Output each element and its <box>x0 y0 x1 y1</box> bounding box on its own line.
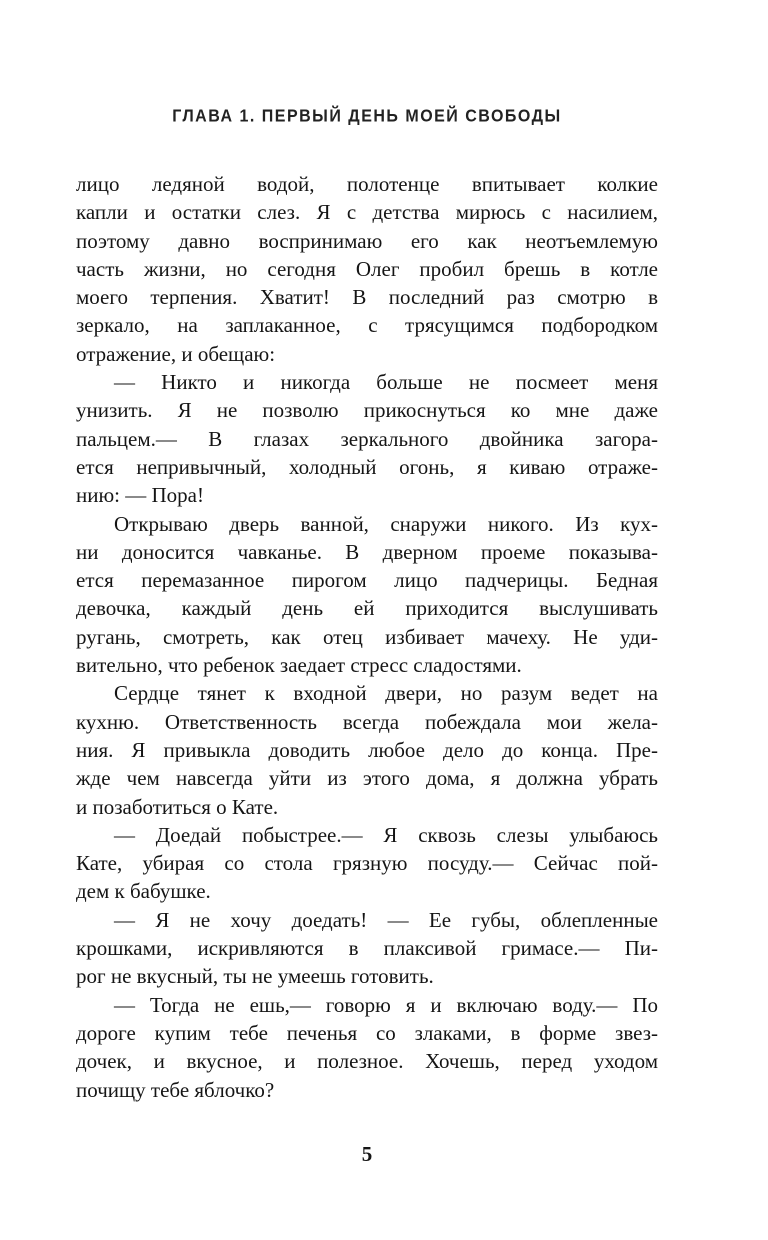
text-line: жде чем навсегда уйти из этого дома, я должна убрать <box>76 766 658 791</box>
paragraph <box>76 821 658 906</box>
text-line: нию: — Пора! <box>76 483 204 508</box>
paragraph <box>76 510 658 680</box>
text-line: часть жизни, но сегодня Олег пробил брешь в котле <box>76 256 658 281</box>
text-line: вительно, что ребенок заедает стресс сладостями. <box>76 653 522 678</box>
text-line: отражение, и обещаю: <box>76 341 276 366</box>
text-line: Кате, убирая со стола грязную посуду.— Сейчас пой- <box>76 851 658 876</box>
text-line: поэтому давно воспринимаю его как неотъемлемую <box>76 228 658 253</box>
text-line: девочка, каждый день ей приходится выслушивать <box>76 596 658 621</box>
text-line: дочек, и вкусное, и полезное. Хочешь, перед уходом <box>76 1049 658 1074</box>
page-number: 5 <box>361 1142 373 1166</box>
text-line: зеркало, на заплаканное, с трясущимся подбородком <box>76 313 658 338</box>
text-line: лицо ледяной водой, полотенце впитывает колкие <box>76 172 658 196</box>
text-line: — Никто и никогда больше не посмеет меня <box>114 370 658 395</box>
text-line: Открываю дверь ванной, снаружи никого. Из кух- <box>114 511 658 536</box>
paragraph <box>76 368 658 509</box>
paragraph <box>76 679 658 820</box>
text-line: пальцем.— В глазах зеркального двойника загора- <box>76 426 658 451</box>
paragraph <box>76 906 658 991</box>
page-body <box>76 170 658 1104</box>
text-line: ется перемазанное пирогом лицо падчерицы. Бедная <box>76 568 658 593</box>
text-line: ется непривычный, холодный огонь, я киваю отраже- <box>76 454 658 479</box>
text-line: — Тогда не ешь,— говорю я и включаю воду.— По <box>114 992 658 1017</box>
chapter-header: ГЛАВА 1. ПЕРВЫЙ ДЕНЬ МОЕЙ СВОБОДЫ <box>172 107 562 126</box>
text-line: унизить. Я не позволю прикоснуться ко мне даже <box>76 398 658 423</box>
text-line: ругань, смотреть, как отец избивает мачеху. Не уди- <box>76 624 658 649</box>
text-line: капли и остатки слез. Я с детства мирюсь с насилием, <box>76 200 658 225</box>
text-line: кухню. Ответственность всегда побеждала мои жела- <box>76 709 658 734</box>
text-line: рог не вкусный, ты не умеешь готовить. <box>76 964 434 989</box>
paragraph <box>76 170 658 368</box>
text-line: и позаботиться о Кате. <box>76 794 279 819</box>
text-line: ни доносится чавканье. В дверном проеме показыва- <box>76 539 658 564</box>
text-line: почищу тебе яблочко? <box>76 1077 275 1102</box>
paragraph <box>76 991 658 1104</box>
text-line: — Я не хочу доедать! — Ее губы, облепленные <box>114 907 658 932</box>
text-line: дем к бабушке. <box>76 879 211 904</box>
text-line: крошками, искривляются в плаксивой гримасе.— Пи- <box>76 936 658 961</box>
text-line: Сердце тянет к входной двери, но разум ведет на <box>114 681 658 706</box>
text-line: моего терпения. Хватит! В последний раз смотрю в <box>76 285 658 310</box>
text-line: дороге купим тебе печенья со злаками, в форме звез- <box>76 1020 658 1045</box>
text-line: ния. Я привыкла доводить любое дело до конца. Пре- <box>76 737 658 762</box>
text-line: — Доедай побыстрее.— Я сквозь слезы улыбаюсь <box>114 822 658 847</box>
